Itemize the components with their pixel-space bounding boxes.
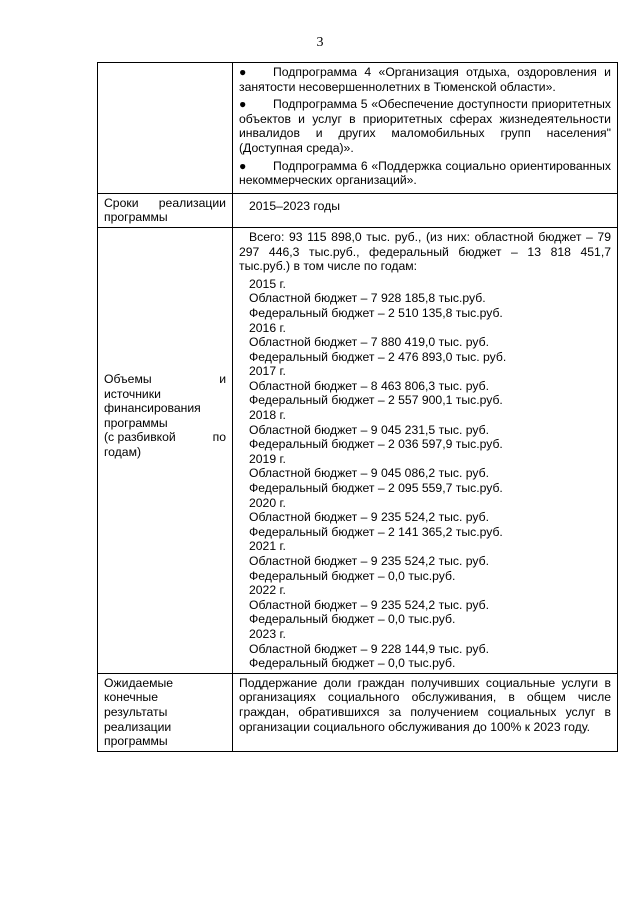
subprogram-item: ● Подпрограмма 4 «Организация отдыха, оздоровления и занятости несовершеннолетних в Тюменской области». xyxy=(239,65,611,94)
funding-row xyxy=(98,227,618,673)
funding-regional-line: Областной бюджет – 9 235 524,2 тыс. руб. xyxy=(249,510,490,525)
funding-year-line: 2023 г. xyxy=(249,626,286,641)
funding-regional-line: Областной бюджет – 9 045 086,2 тыс. руб. xyxy=(249,466,490,481)
terms-row xyxy=(98,193,618,227)
funding-year-block xyxy=(239,364,611,408)
subprogram-item: ● Подпрограмма 5 «Обеспечение доступности приоритетных объектов и услуг в приоритетных сферах жизнедеятельности инвалидов и других маломобильных групп населения" (Доступная среда)». xyxy=(239,97,611,155)
results-row xyxy=(98,673,618,751)
funding-year-line: 2022 г. xyxy=(249,583,286,598)
funding-year-line: 2021 г. xyxy=(249,539,286,554)
funding-federal-line: Федеральный бюджет – 0,0 тыс.руб. xyxy=(249,612,456,627)
funding-regional-line: Областной бюджет – 9 045 231,5 тыс. руб. xyxy=(249,422,490,437)
bullet-icon: ● xyxy=(239,65,247,79)
terms-label-cell: Сроки реализации программы xyxy=(98,193,233,227)
funding-year-block xyxy=(239,452,611,496)
bullet-icon: ● xyxy=(239,97,247,112)
funding-year-block xyxy=(239,583,611,627)
funding-regional-line: Областной бюджет – 9 228 144,9 тыс. руб. xyxy=(249,641,490,656)
subprograms-value-cell xyxy=(233,63,618,194)
subprograms-label-cell xyxy=(98,63,233,194)
funding-value-cell xyxy=(233,227,618,673)
funding-federal-line: Федеральный бюджет – 2 510 135,8 тыс.руб. xyxy=(249,305,503,320)
funding-regional-line: Областной бюджет – 7 880 419,0 тыс. руб. xyxy=(249,335,490,350)
funding-regional-line: Областной бюджет – 9 235 524,2 тыс. руб. xyxy=(249,597,490,612)
program-passport-table xyxy=(97,62,618,752)
funding-year-block xyxy=(239,408,611,452)
funding-year-block xyxy=(239,277,611,321)
results-label-cell: Ожидаемые конечные результаты реализации программы xyxy=(98,673,233,751)
funding-federal-line: Федеральный бюджет – 2 036 597,9 тыс.руб. xyxy=(249,437,503,452)
subprogram-item: ● Подпрограмма 6 «Поддержка социально ориентированных некоммерческих организаций». xyxy=(239,158,611,188)
funding-year-block xyxy=(239,496,611,540)
funding-year-line: 2015 г. xyxy=(249,276,286,291)
funding-year-block xyxy=(239,539,611,583)
funding-regional-line: Областной бюджет – 7 928 185,8 тыс.руб. xyxy=(249,291,486,306)
funding-federal-line: Федеральный бюджет – 2 095 559,7 тыс.руб. xyxy=(249,481,503,496)
terms-value-cell: 2015–2023 годы xyxy=(233,193,618,227)
funding-federal-line: Федеральный бюджет – 0,0 тыс.руб. xyxy=(249,656,456,671)
bullet-icon: ● xyxy=(239,158,247,173)
funding-year-block xyxy=(239,321,611,365)
funding-federal-line: Федеральный бюджет – 2 557 900,1 тыс.руб. xyxy=(249,393,503,408)
funding-total: Всего: 93 115 898,0 тыс. руб., (из них: областной бюджет – 79 297 446,3 тыс.руб., федеральный бюджет – 13 818 451,7 тыс.руб.) в том числе по годам: xyxy=(239,229,611,274)
funding-years-list xyxy=(239,277,611,671)
funding-regional-line: Областной бюджет – 9 235 524,2 тыс. руб. xyxy=(249,554,490,568)
funding-year-line: 2016 г. xyxy=(249,320,286,335)
funding-federal-line: Федеральный бюджет – 2 141 365,2 тыс.руб. xyxy=(249,524,503,539)
funding-year-line: 2018 г. xyxy=(249,408,286,423)
funding-year-block xyxy=(239,627,611,671)
funding-year-line: 2020 г. xyxy=(249,495,286,510)
page-number: 3 xyxy=(316,35,324,50)
funding-label-cell: Объемы и источники финансирования программы (с разбивкой по годам) xyxy=(98,227,233,673)
funding-federal-line: Федеральный бюджет – 2 476 893,0 тыс. руб. xyxy=(249,349,507,364)
expected-results-text: Поддержание доли граждан получивших социальные услуги в организациях социального обслуживания, в общем числе граждан, обратившихся за получением социальных услуг в организации социального обслуживания до 100% к 2023 году. xyxy=(239,675,611,734)
funding-year-line: 2017 г. xyxy=(249,364,286,379)
funding-regional-line: Областной бюджет – 8 463 806,3 тыс. руб. xyxy=(249,378,490,393)
funding-federal-line: Федеральный бюджет – 0,0 тыс.руб. xyxy=(249,568,456,583)
subprograms-row xyxy=(98,63,618,194)
funding-year-line: 2019 г. xyxy=(249,451,286,466)
results-value-cell xyxy=(233,673,618,751)
